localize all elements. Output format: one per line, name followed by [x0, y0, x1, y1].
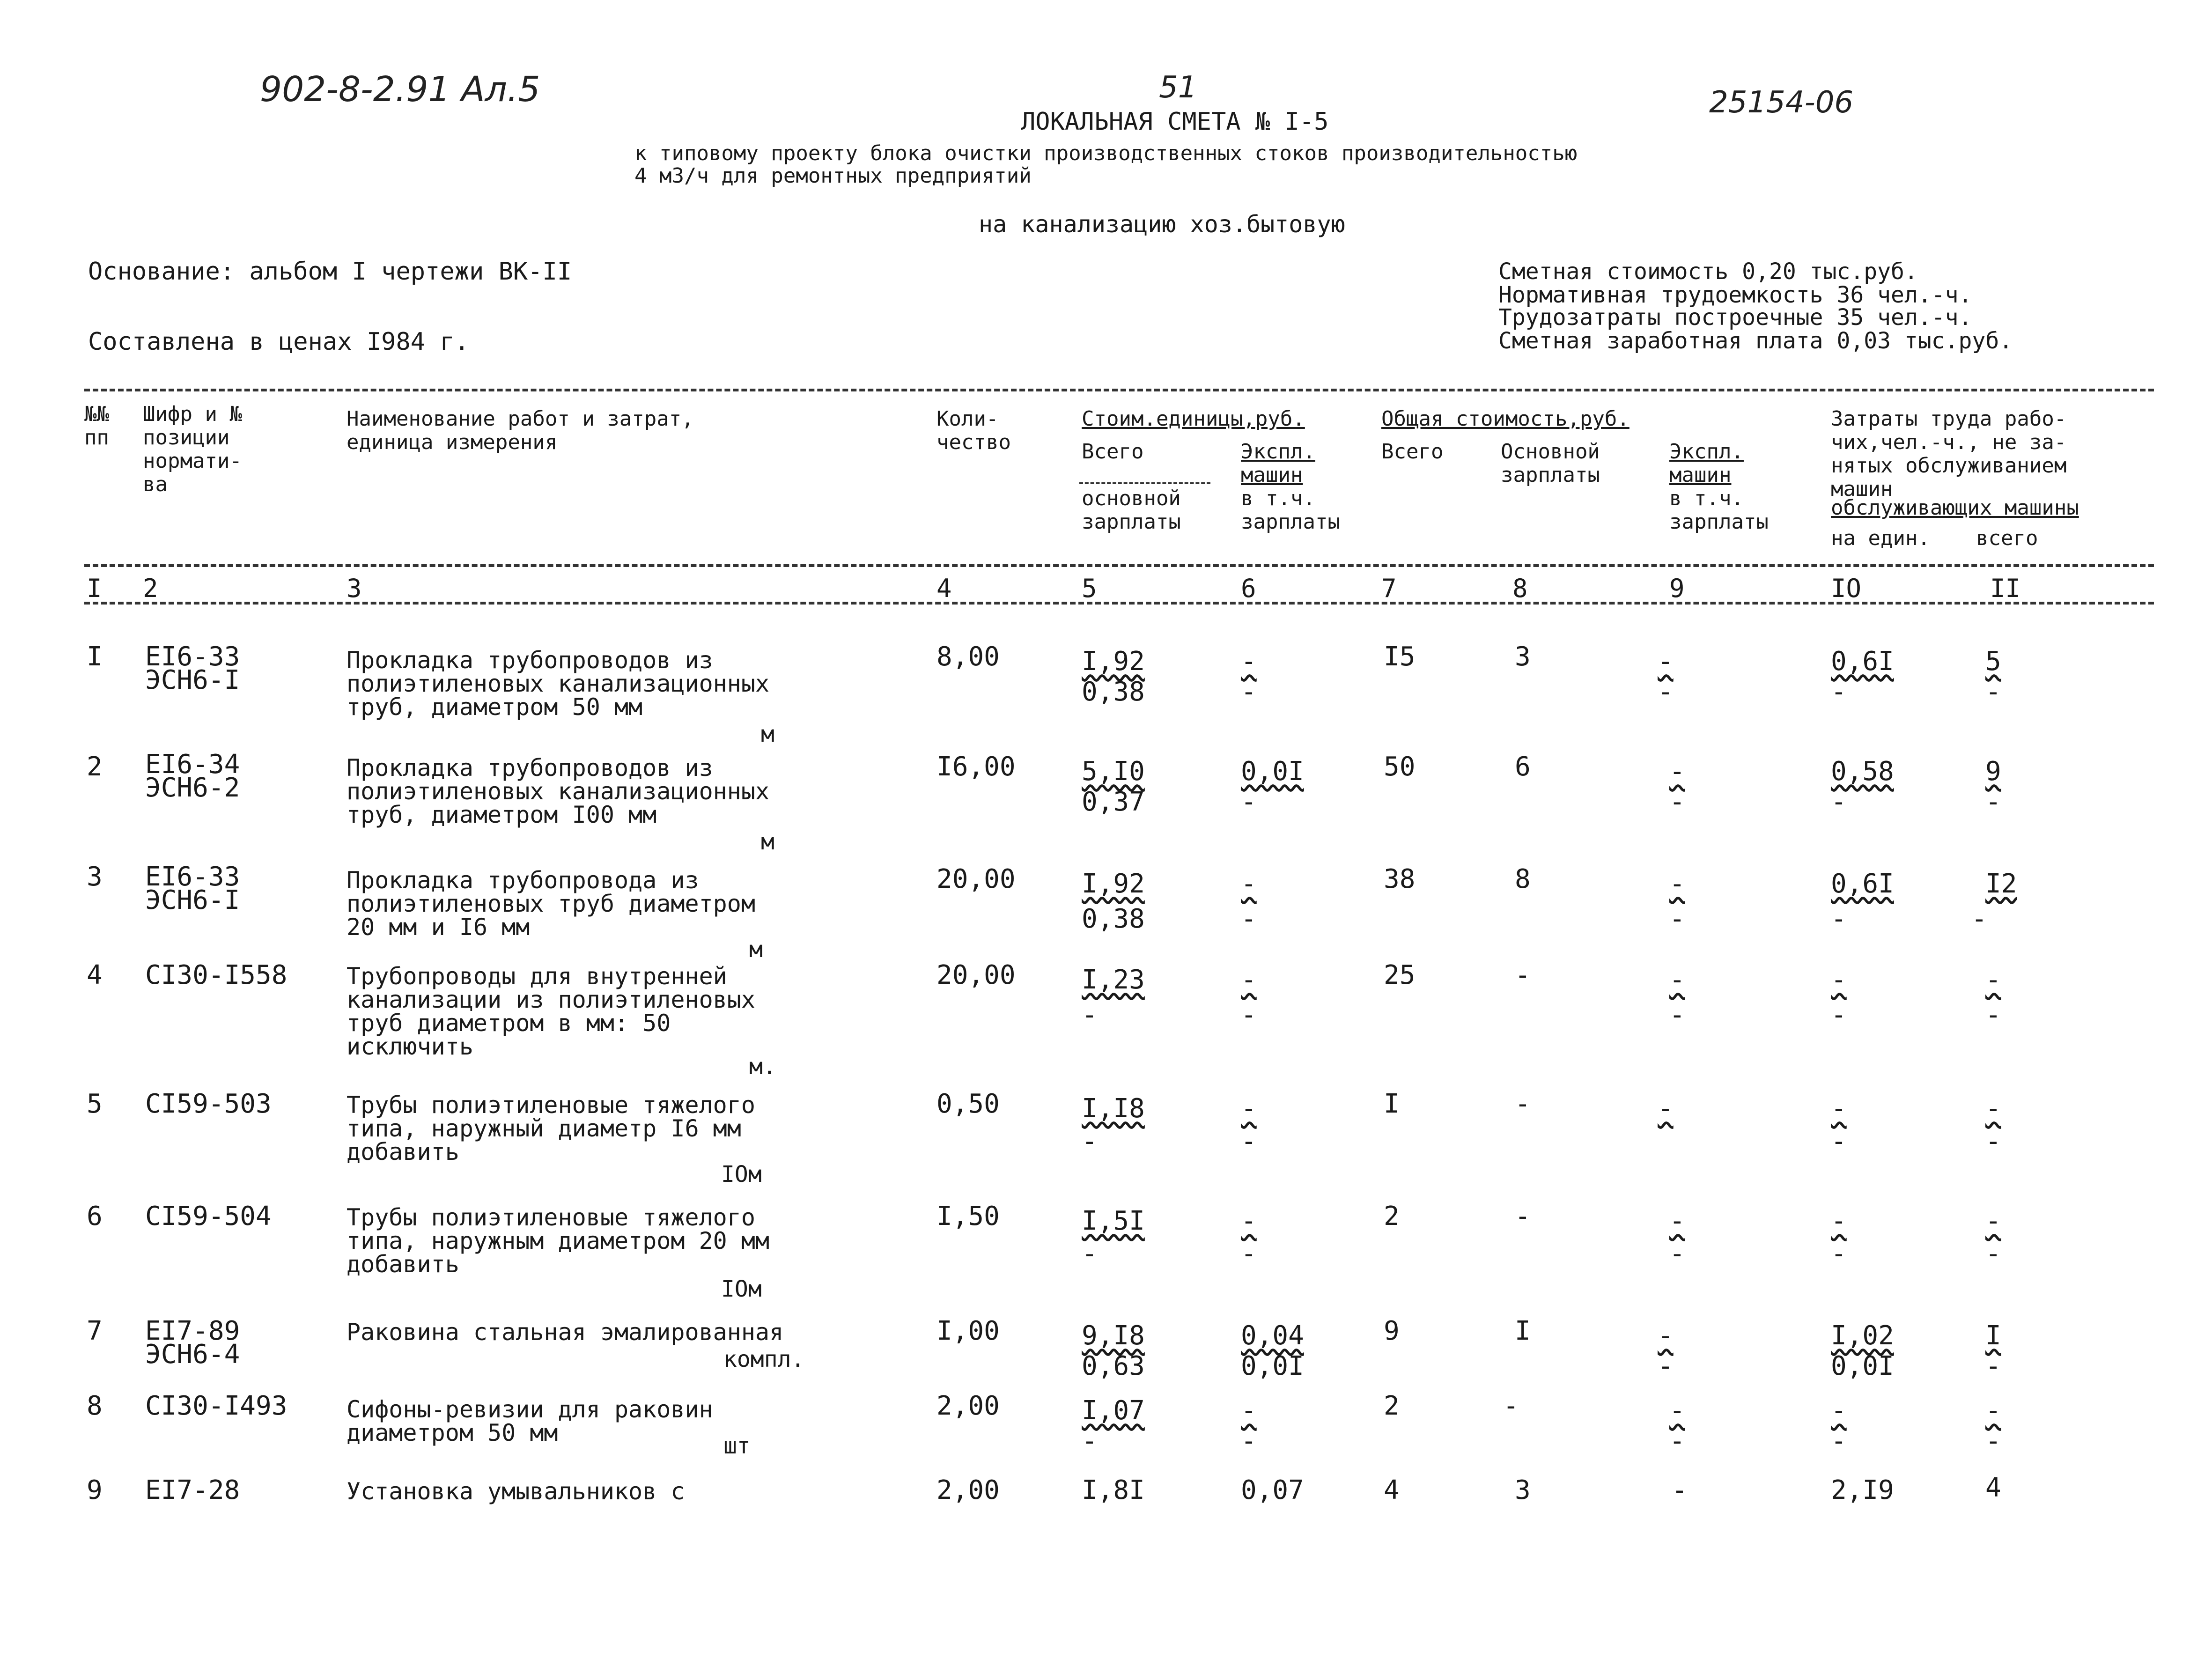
row-labor-unit: 0,58: [1831, 756, 1894, 787]
row-unit-machines-wage: -: [1241, 1000, 1257, 1030]
row-unit-total: I,5I: [1082, 1206, 1145, 1236]
row-quantity: I6,00: [936, 752, 1016, 782]
row-code: CI59-503: [145, 1089, 272, 1119]
row-labor-unit-2: -: [1831, 677, 1847, 707]
row-code-secondary: ЭСН6-I: [145, 885, 240, 915]
row-unit: м: [761, 829, 774, 855]
col-5-divider: [1079, 482, 1210, 484]
row-total: I5: [1384, 641, 1416, 672]
row-unit-wage: -: [1082, 1126, 1098, 1157]
row-total: 4: [1384, 1475, 1400, 1505]
row-total-machines: -: [1658, 1320, 1674, 1351]
row-total-machines-wage: -: [1669, 904, 1685, 934]
row-unit-machines-wage: -: [1241, 1239, 1257, 1269]
page-number: 51: [1159, 70, 1197, 105]
basis-sostavlena: Составлена в ценах I984 г.: [88, 328, 469, 356]
row-total-wage: 3: [1515, 1475, 1531, 1505]
row-unit: м: [761, 721, 774, 747]
row-labor-unit-2: -: [1831, 1239, 1847, 1269]
row-description: Трубопроводы для внутренней канализации из полиэтиленовых труб диаметром в мм: 50 исключить: [347, 963, 755, 1060]
title-line-2: 4 м3/ч для ремонтных предприятий: [634, 164, 1032, 188]
row-unit-total: 5,I0: [1082, 756, 1145, 787]
row-labor-unit-2: -: [1831, 787, 1847, 817]
col-header-5-bottom: основной зарплаты: [1082, 487, 1181, 534]
row-unit-total: I,I8: [1082, 1093, 1145, 1124]
row-total-wage: -: [1515, 1201, 1531, 1231]
row-unit: IOм: [721, 1276, 762, 1302]
row-unit-machines: 0,07: [1241, 1475, 1304, 1505]
row-labor-total-2: -: [1985, 1351, 2001, 1381]
row-unit-wage: 0,38: [1082, 904, 1145, 934]
col-group-total-cost: Общая стоимость,руб.: [1381, 407, 1630, 431]
row-total-wage: -: [1515, 960, 1531, 990]
row-number: 7: [87, 1316, 103, 1346]
row-total-machines-wage: -: [1669, 1000, 1685, 1030]
row-quantity: 2,00: [936, 1391, 1000, 1421]
header-top-rule: [84, 389, 2154, 391]
row-description: Прокладка трубопроводов из полиэтиленовых канализационных труб, диаметром 50 мм: [347, 647, 770, 721]
row-code: EI6-34: [145, 749, 240, 780]
title-line-3: на канализацию хоз.бытовую: [979, 211, 1345, 238]
row-description: Прокладка трубопроводов из полиэтиленовых канализационных труб, диаметром I00 мм: [347, 754, 770, 828]
row-unit-wage: -: [1082, 1426, 1098, 1456]
row-total: I: [1384, 1089, 1400, 1119]
row-code-secondary: ЭСН6-I: [145, 665, 240, 695]
col-number: 8: [1512, 574, 1528, 603]
row-total-wage: 8: [1515, 864, 1531, 894]
title-line-1: к типовому проекту блока очистки производственных стоков производительностью: [634, 141, 1578, 165]
document-title: ЛОКАЛЬНАЯ СМЕТА № I-5: [1021, 108, 1329, 136]
row-number: 8: [87, 1391, 103, 1421]
summary-wage: Сметная заработная плата 0,03 тыс.руб.: [1498, 328, 2013, 354]
row-total-machines: -: [1669, 1206, 1685, 1236]
row-total-machines-wage: -: [1658, 1351, 1674, 1381]
col-header-11: всего: [1976, 526, 2038, 550]
row-number: 4: [87, 960, 103, 990]
row-quantity: 8,00: [936, 641, 1000, 672]
row-labor-unit: -: [1831, 1093, 1847, 1124]
summary-labor-site: Трудозатраты построечные 35 чел.-ч.: [1498, 304, 1972, 331]
row-code: EI6-33: [145, 862, 240, 892]
row-unit-machines: -: [1241, 1206, 1257, 1236]
row-unit-machines: -: [1241, 965, 1257, 995]
row-labor-total-2: -: [1985, 677, 2001, 707]
row-quantity: I,00: [936, 1316, 1000, 1346]
row-unit-machines-wage: -: [1241, 677, 1257, 707]
col-header-10: на един.: [1831, 526, 1930, 550]
row-total-machines: -: [1672, 1475, 1688, 1505]
row-unit-machines-wage: -: [1241, 904, 1257, 934]
col-number: II: [1990, 574, 2021, 603]
summary-cost: Сметная стоимость 0,20 тыс.руб.: [1498, 258, 1918, 285]
row-total: 2: [1384, 1391, 1400, 1421]
row-quantity: 0,50: [936, 1089, 1000, 1119]
col-number: 3: [347, 574, 362, 603]
row-labor-total-2: -: [1985, 1426, 2001, 1456]
row-labor-total: -: [1985, 1093, 2001, 1124]
row-total-machines: -: [1658, 646, 1674, 677]
row-code: EI7-89: [145, 1316, 240, 1346]
row-total-wage: -: [1503, 1391, 1519, 1421]
row-labor-total-2: -: [1985, 787, 2001, 817]
col-header-6-bottom: в т.ч. зарплаты: [1241, 487, 1340, 534]
row-quantity: 2,00: [936, 1475, 1000, 1505]
row-number: 5: [87, 1089, 103, 1119]
row-total-machines: -: [1669, 756, 1685, 787]
row-total: 2: [1384, 1201, 1400, 1231]
row-quantity: 20,00: [936, 960, 1016, 990]
row-code: CI30-I493: [145, 1391, 288, 1421]
col-group-unit-cost: Стоим.единицы,руб.: [1082, 407, 1305, 431]
row-unit-machines-wage: -: [1241, 1426, 1257, 1456]
stamp-number: 25154-06: [1709, 85, 1854, 120]
col-header-5-top: Всего: [1082, 440, 1144, 464]
col-number: 7: [1381, 574, 1397, 603]
row-labor-unit: -: [1831, 965, 1847, 995]
row-labor-total: 4: [1985, 1473, 2001, 1503]
col-number: 9: [1669, 574, 1685, 603]
col-number: 4: [936, 574, 952, 603]
row-labor-total: I: [1985, 1320, 2001, 1351]
col-header-labor-bottom: обслуживающих машины: [1831, 496, 2079, 520]
col-header-9-top: Экспл. машин: [1669, 440, 1744, 487]
row-total: 38: [1384, 864, 1416, 894]
col-header-8: Основной зарплаты: [1501, 440, 1600, 487]
col-header-7: Всего: [1381, 440, 1444, 464]
row-labor-total-2: -: [1985, 1126, 2001, 1157]
col-number: 5: [1082, 574, 1097, 603]
row-quantity: 20,00: [936, 864, 1016, 894]
col-number: I: [87, 574, 102, 603]
row-total-machines-wage: -: [1669, 1239, 1685, 1269]
row-labor-total: -: [1985, 1206, 2001, 1236]
row-unit: м: [749, 936, 763, 963]
row-total-machines: -: [1669, 1395, 1685, 1426]
row-unit-total: 9,I8: [1082, 1320, 1145, 1351]
row-total-machines: -: [1669, 869, 1685, 899]
header-mid-rule: [84, 564, 2154, 567]
row-total-machines-wage: -: [1669, 1426, 1685, 1456]
row-total-machines: -: [1669, 965, 1685, 995]
row-quantity: I,50: [936, 1201, 1000, 1231]
row-labor-unit: -: [1831, 1395, 1847, 1426]
row-unit-machines: -: [1241, 646, 1257, 677]
row-total-machines: -: [1658, 1093, 1674, 1124]
row-unit-machines-wage: -: [1241, 1126, 1257, 1157]
row-labor-unit-2: -: [1831, 1000, 1847, 1030]
row-total-wage: 3: [1515, 641, 1531, 672]
row-unit-wage: 0,63: [1082, 1351, 1145, 1381]
row-unit: компл.: [723, 1346, 805, 1372]
row-total: 50: [1384, 752, 1416, 782]
col-header-6-top: Экспл. машин: [1241, 440, 1315, 487]
summary-labor-norm: Нормативная трудоемкость 36 чел.-ч.: [1498, 282, 1972, 308]
row-labor-unit: 2,I9: [1831, 1475, 1894, 1505]
row-unit: м.: [749, 1054, 776, 1080]
col-number: 6: [1241, 574, 1256, 603]
row-unit-machines: 0,04: [1241, 1320, 1304, 1351]
header-bottom-rule: [84, 602, 2154, 605]
col-header-labor-top: Затраты труда рабо- чих,чел.-ч., не за- нятых обслуживанием машин: [1831, 407, 2067, 501]
row-description: Установка умывальников с: [347, 1478, 685, 1505]
col-header-code: Шифр и № позиции нормати- ва: [143, 402, 242, 496]
row-total: 25: [1384, 960, 1416, 990]
col-header-quantity: Коли- чество: [936, 407, 1011, 454]
row-code-secondary: ЭСН6-2: [145, 773, 240, 803]
col-number: IO: [1831, 574, 1862, 603]
row-labor-total: 9: [1985, 756, 2001, 787]
row-description: Прокладка трубопровода из полиэтиленовых труб диаметром 20 мм и I6 мм: [347, 867, 755, 941]
row-labor-total-2: -: [1971, 904, 1987, 934]
row-total-wage: I: [1515, 1316, 1531, 1346]
row-number: I: [87, 641, 103, 672]
row-description: Трубы полиэтиленовые тяжелого типа, наружным диаметром 20 мм добавить: [347, 1204, 770, 1278]
row-unit-machines: -: [1241, 869, 1257, 899]
row-labor-total-2: -: [1985, 1000, 2001, 1030]
basis-osnovanie: Основание: альбом I чертежи ВК-II: [88, 258, 572, 286]
row-labor-unit-2: -: [1831, 1126, 1847, 1157]
row-unit-machines-wage: -: [1241, 787, 1257, 817]
row-total-wage: 6: [1515, 752, 1531, 782]
row-number: 6: [87, 1201, 103, 1231]
row-unit-wage: -: [1082, 1239, 1098, 1269]
row-unit-total: I,92: [1082, 869, 1145, 899]
row-unit-total: I,23: [1082, 965, 1145, 995]
col-header-description: Наименование работ и затрат, единица измерения: [347, 407, 694, 454]
row-labor-unit-2: 0,0I: [1831, 1351, 1894, 1381]
row-unit-wage: -: [1082, 1000, 1098, 1030]
row-unit-total: I,8I: [1082, 1475, 1145, 1505]
row-unit-machines: -: [1241, 1093, 1257, 1124]
row-labor-total: -: [1985, 1395, 2001, 1426]
row-unit: шт: [723, 1433, 751, 1459]
row-labor-total: I2: [1985, 869, 2017, 899]
row-labor-unit-2: -: [1831, 1426, 1847, 1456]
row-unit-machines: 0,0I: [1241, 756, 1304, 787]
row-unit-total: I,92: [1082, 646, 1145, 677]
row-labor-unit: 0,6I: [1831, 646, 1894, 677]
row-total: 9: [1384, 1316, 1400, 1346]
row-labor-unit: 0,6I: [1831, 869, 1894, 899]
row-unit: IOм: [721, 1161, 762, 1187]
project-code: 902-8-2.91 Ал.5: [260, 69, 540, 110]
row-total-wage: -: [1515, 1089, 1531, 1119]
row-description: Раковина стальная эмалированная: [347, 1319, 784, 1346]
row-labor-total-2: -: [1985, 1239, 2001, 1269]
row-number: 9: [87, 1475, 103, 1505]
row-code: EI6-33: [145, 641, 240, 672]
col-header-9-bottom: в т.ч. зарплаты: [1669, 487, 1769, 534]
row-labor-unit: -: [1831, 1206, 1847, 1236]
row-total-machines-wage: -: [1658, 677, 1674, 707]
row-unit-machines-wage: 0,0I: [1241, 1351, 1304, 1381]
row-labor-total: -: [1985, 965, 2001, 995]
row-labor-total: 5: [1985, 646, 2001, 677]
row-labor-unit: I,02: [1831, 1320, 1894, 1351]
row-unit-wage: 0,38: [1082, 677, 1145, 707]
row-number: 3: [87, 862, 103, 892]
row-unit-wage: 0,37: [1082, 787, 1145, 817]
row-description: Сифоны-ревизии для раковин диаметром 50 мм: [347, 1396, 713, 1446]
row-total-machines-wage: -: [1669, 787, 1685, 817]
row-labor-unit-2: -: [1831, 904, 1847, 934]
row-description: Трубы полиэтиленовые тяжелого типа, наружный диаметр I6 мм добавить: [347, 1091, 755, 1165]
col-header-number: №№ пп: [84, 402, 109, 450]
row-unit-total: I,07: [1082, 1395, 1145, 1426]
col-number: 2: [143, 574, 158, 603]
row-unit-machines: -: [1241, 1395, 1257, 1426]
row-code: CI30-I558: [145, 960, 288, 990]
row-code-secondary: ЭСН6-4: [145, 1339, 240, 1370]
row-number: 2: [87, 752, 103, 782]
row-code: CI59-504: [145, 1201, 272, 1231]
row-code: EI7-28: [145, 1475, 240, 1505]
